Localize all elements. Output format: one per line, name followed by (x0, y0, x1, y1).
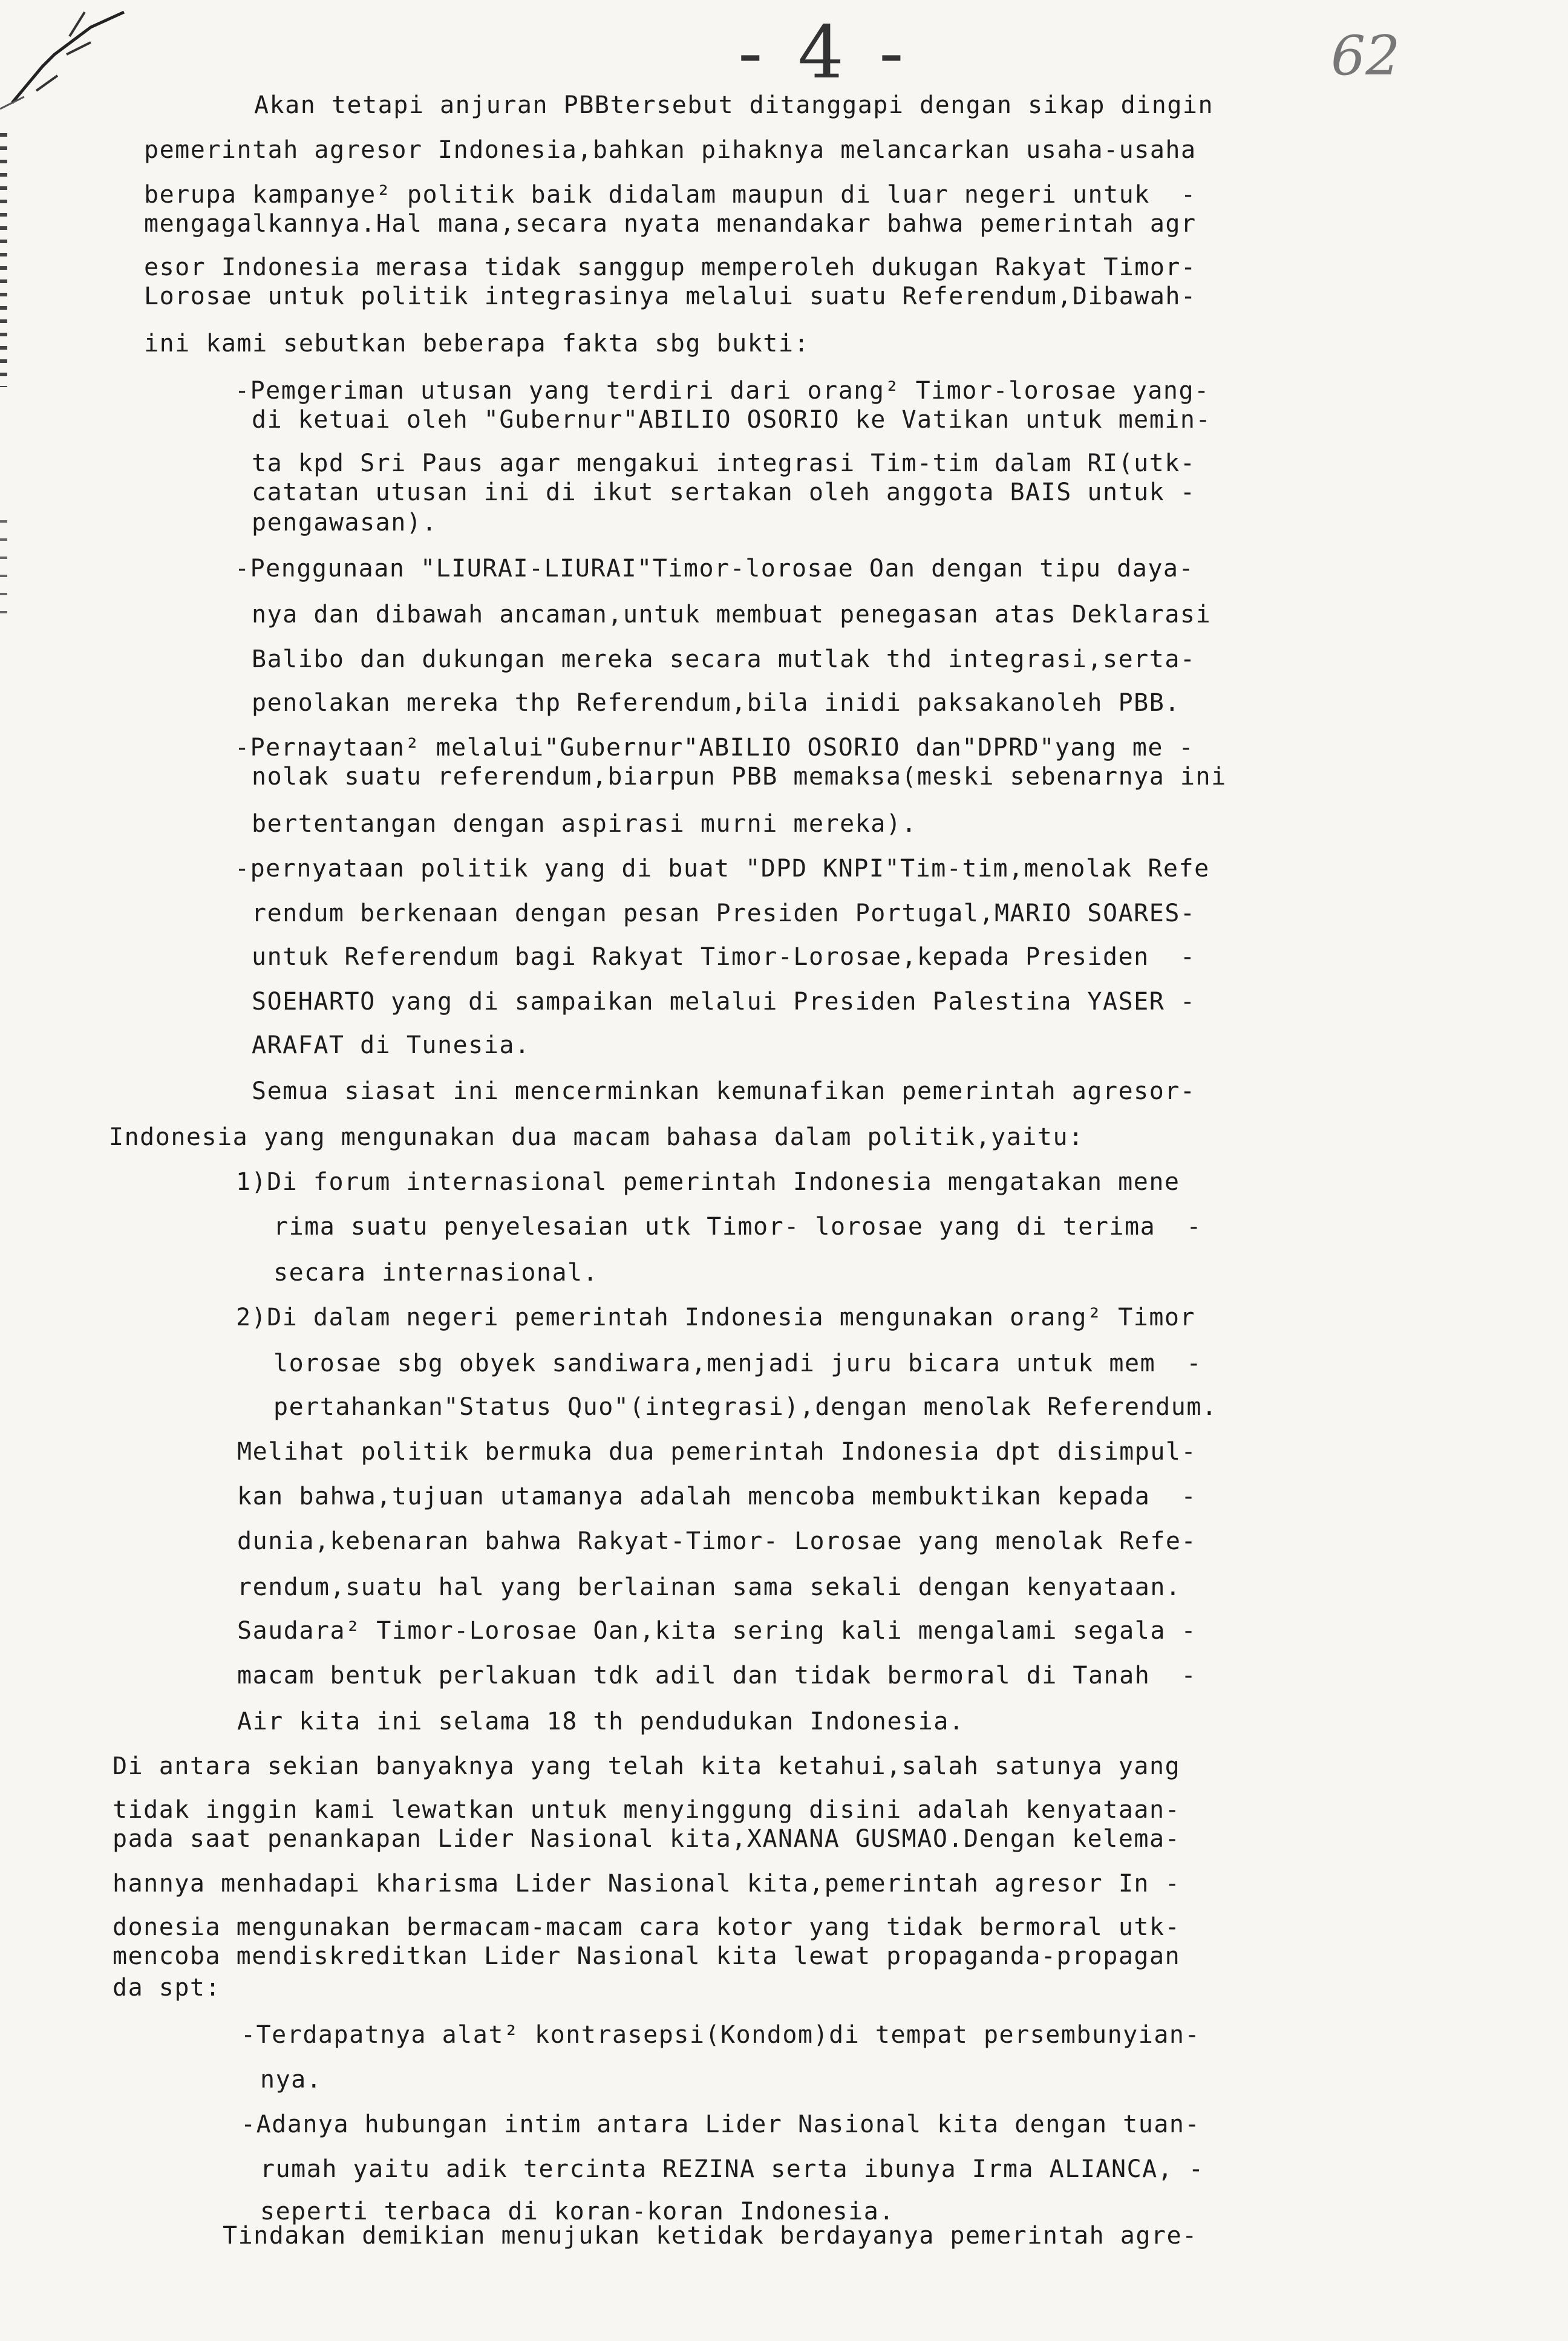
text-line: kan bahwa,tujuan utamanya adalah mencoba membuktikan kepada - (237, 1483, 1197, 1510)
text-line: Semua siasat ini mencerminkan kemunafikan pemerintah agresor- (252, 1077, 1196, 1105)
text-line: pada saat penankapan Lider Nasional kita,XANANA GUSMAO.Dengan kelema- (113, 1825, 1181, 1853)
text-line: hannya menhadapi kharisma Lider Nasional kita,pemerintah agresor In - (113, 1870, 1181, 1898)
text-line: mengagalkannya.Hal mana,secara nyata menandakar bahwa pemerintah agr (144, 210, 1197, 238)
text-line: 2)Di dalam negeri pemerintah Indonesia mengunakan orang² Timor (236, 1304, 1196, 1331)
text-line: catatan utusan ini di ikut sertakan oleh anggota BAIS untuk - (252, 478, 1196, 506)
text-line: pemerintah agresor Indonesia,bahkan pihaknya melancarkan usaha-usaha (144, 136, 1197, 164)
text-line: rima suatu penyelesaian utk Timor- lorosae yang di terima - (273, 1213, 1202, 1241)
text-line: -Adanya hubungan intim antara Lider Nasional kita dengan tuan- (241, 2111, 1201, 2138)
text-line: di ketuai oleh "Gubernur"ABILIO OSORIO ke Vatikan untuk memin- (252, 406, 1212, 434)
text-line: Saudara² Timor-Lorosae Oan,kita sering kali mengalami segala - (237, 1617, 1197, 1645)
folio-number: 62 (1331, 24, 1400, 88)
text-line: 1)Di forum internasional pemerintah Indonesia mengatakan mene (236, 1168, 1180, 1196)
text-line: mencoba mendiskreditkan Lider Nasional kita lewat propaganda-propagan (113, 1942, 1181, 1970)
text-line: rumah yaitu adik tercinta REZINA serta ibunya Irma ALIANCA, - (260, 2155, 1204, 2183)
text-line: rendum,suatu hal yang berlainan sama sekali dengan kenyataan. (237, 1573, 1181, 1601)
text-line: macam bentuk perlakuan tdk adil dan tidak bermoral di Tanah - (237, 1662, 1197, 1690)
text-line: -Pemgeriman utusan yang terdiri dari orang² Timor-lorosae yang- (235, 377, 1210, 405)
binding-edge-marks (0, 133, 7, 387)
text-line: nya. (260, 2066, 322, 2094)
text-line: rendum berkenaan dengan pesan Presiden Portugal,MARIO SOARES- (252, 900, 1196, 927)
text-line: lorosae sbg obyek sandiwara,menjadi juru bicara untuk mem - (273, 1350, 1202, 1377)
text-line: SOEHARTO yang di sampaikan melalui Presiden Palestina YASER - (252, 988, 1196, 1016)
text-line: untuk Referendum bagi Rakyat Timor-Lorosae,kepada Presiden - (252, 943, 1196, 971)
page-number: - 4 - (738, 11, 910, 95)
text-line: -Penggunaan "LIURAI-LIURAI"Timor-lorosae Oan dengan tipu daya- (235, 555, 1195, 583)
text-line: -Pernaytaan² melalui"Gubernur"ABILIO OSORIO dan"DPRD"yang me - (235, 734, 1195, 762)
text-line: ta kpd Sri Paus agar mengakui integrasi Tim-tim dalam RI(utk- (252, 449, 1196, 477)
text-line: Balibo dan dukungan mereka secara mutlak thd integrasi,serta- (252, 645, 1196, 673)
text-line: da spt: (113, 1974, 221, 2002)
text-line: Melihat politik bermuka dua pemerintah Indonesia dpt disimpul- (237, 1438, 1197, 1466)
text-line: Tindakan demikian menujukan ketidak berdayanya pemerintah agre- (223, 2222, 1198, 2250)
text-line: tidak inggin kami lewatkan untuk menyinggung disini adalah kenyataan- (113, 1796, 1181, 1824)
text-line: esor Indonesia merasa tidak sanggup memperoleh dukugan Rakyat Timor- (144, 253, 1197, 281)
text-line: Lorosae untuk politik integrasinya melalui suatu Referendum,Dibawah- (144, 282, 1197, 310)
text-line: -pernyataan politik yang di buat "DPD KNPI"Tim-tim,menolak Refe (235, 855, 1210, 883)
text-line: ini kami sebutkan beberapa fakta sbg bukti: (144, 330, 810, 358)
binding-edge-marks-lower (0, 520, 7, 617)
text-line: -Terdapatnya alat² kontrasepsi(Kondom)di tempat persembunyian- (241, 2021, 1201, 2049)
text-line: seperti terbaca di koran-koran Indonesia. (260, 2198, 895, 2225)
text-line: Air kita ini selama 18 th pendudukan Indonesia. (237, 1708, 965, 1735)
text-line: nolak suatu referendum,biarpun PBB memaksa(meski sebenarnya ini (252, 763, 1227, 791)
text-line: berupa kampanye² politik baik didalam maupun di luar negeri untuk - (144, 181, 1197, 209)
text-line: penolakan mereka thp Referendum,bila inidi paksakanoleh PBB. (252, 689, 1180, 717)
text-line: donesia mengunakan bermacam-macam cara kotor yang tidak bermoral utk- (113, 1913, 1181, 1941)
text-line: pengawasan). (252, 509, 437, 537)
text-line: ARAFAT di Tunesia. (252, 1031, 531, 1059)
text-line: nya dan dibawah ancaman,untuk membuat penegasan atas Deklarasi (252, 601, 1212, 629)
corner-handwriting-mark (0, 0, 157, 121)
text-line: bertentangan dengan aspirasi murni mereka). (252, 810, 918, 838)
text-line: Di antara sekian banyaknya yang telah kita ketahui,salah satunya yang (113, 1752, 1181, 1780)
text-line: secara internasional. (273, 1259, 599, 1287)
text-line: pertahankan"Status Quo"(integrasi),dengan menolak Referendum. (273, 1393, 1218, 1421)
text-line: Indonesia yang mengunakan dua macam bahasa dalam politik,yaitu: (109, 1123, 1084, 1151)
text-line: Akan tetapi anjuran PBBtersebut ditanggapi dengan sikap dingin (254, 91, 1214, 119)
text-line: dunia,kebenaran bahwa Rakyat-Timor- Lorosae yang menolak Refe- (237, 1527, 1197, 1555)
